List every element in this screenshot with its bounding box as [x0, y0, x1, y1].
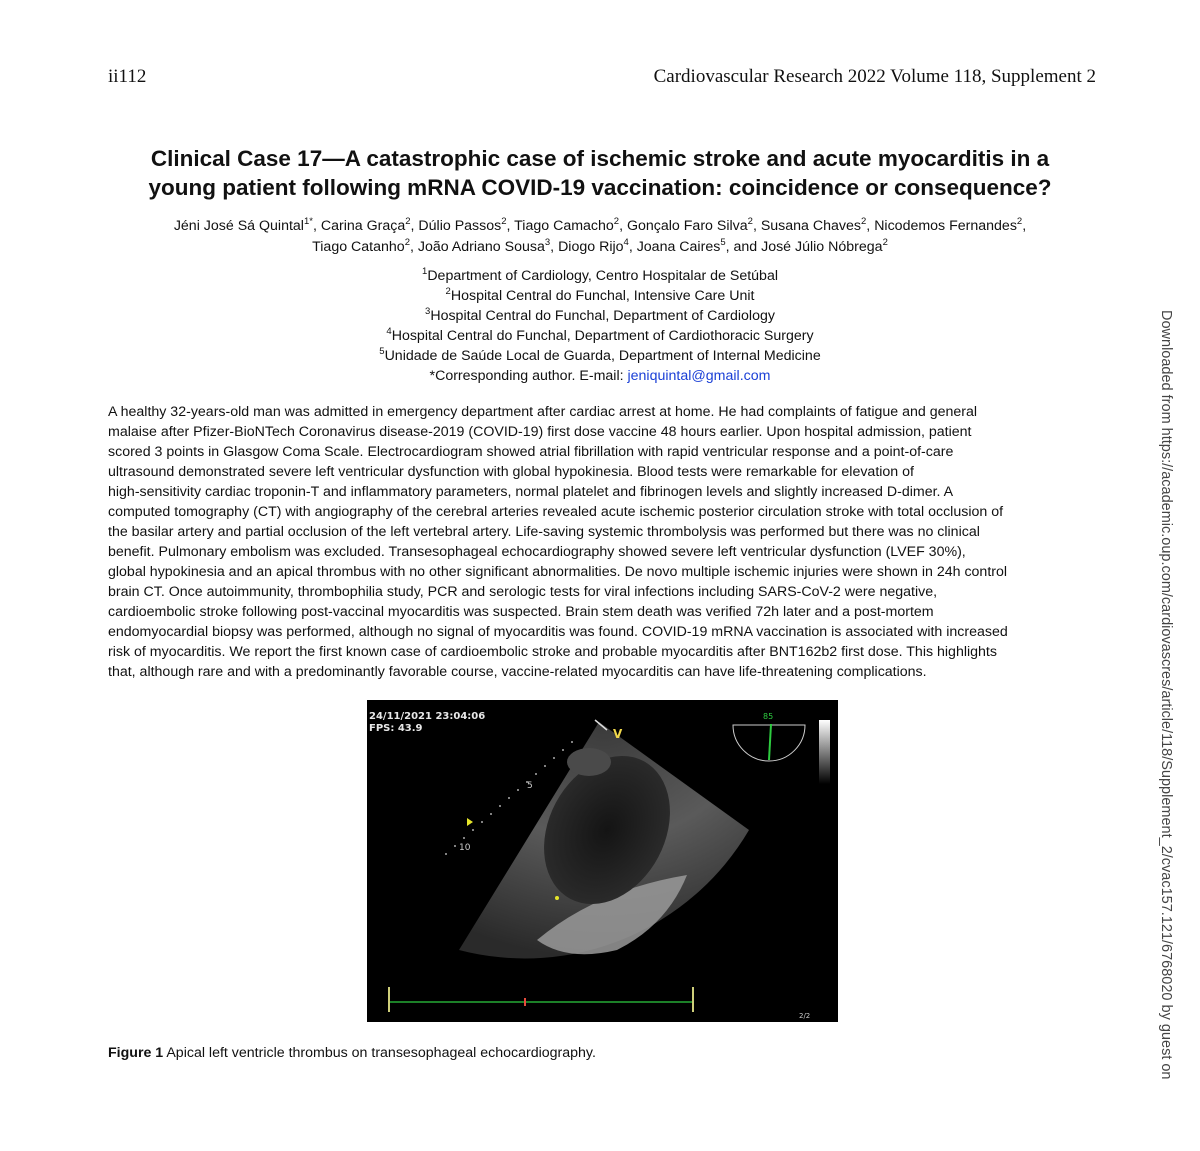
author-separator: , [1022, 218, 1027, 234]
abstract-line: computed tomography (CT) with angiography of the cerebral arteries revealed acute ischemic posterior circulation stroke with total occlusion of [108, 504, 1004, 520]
author-name: Nicodemos Fernandes [874, 218, 1017, 234]
affiliation: $^2$Hospital Central do Funchal, Intensive Care Unit [445, 286, 755, 304]
abstract-line: risk of myocarditis. We report the first known case of cardioembolic stroke and probable myocarditis after BNT162b2 first dose. This highlights [108, 644, 997, 660]
author-list [90, 216, 1110, 258]
abstract-line: brain CT. Once autoimmunity, thrombophilia study, PCR and serologic tests for viral infections including SARS-CoV-2 were negative, [108, 584, 938, 600]
author-separator: , [752, 218, 761, 234]
author-name: Tiago Catanho [312, 239, 405, 255]
author-separator: , [619, 218, 627, 234]
abstract-line: high-sensitivity cardiac troponin-T and inflammatory parameters, normal platelet and fibrinogen levels and slightly increased D-dimer. A [108, 484, 954, 500]
author-name: Dúlio Passos [418, 218, 502, 234]
article-title-line: young patient following mRNA COVID-19 vaccination: coincidence or consequence? [148, 175, 1052, 200]
cursor-marker [555, 896, 559, 900]
abstract-line: the basilar artery and partial occlusion of the left vertebral artery. Life-saving systemic thrombolysis was performed but there was no clinical [108, 524, 980, 540]
author-separator: , [409, 239, 418, 255]
abstract-line: global hypokinesia and an apical thrombus with no other significant abnormalities. De novo multiple ischemic injuries were shown in 24h control [108, 564, 1008, 580]
author-separator: , and [725, 239, 762, 255]
orientation-marker: V [613, 727, 623, 741]
author-separator: , [866, 218, 875, 234]
abstract-body [108, 402, 1102, 682]
affiliation: $^3$Hospital Central do Funchal, Department of Cardiology [425, 306, 775, 324]
abstract-line: that, although rare and with a predominantly favorable course, vaccine-related myocarditis can have life-threatening complications. [108, 664, 927, 680]
angle-value: 85 [763, 712, 774, 721]
author-affiliation-sup: 2 [613, 216, 620, 227]
affiliation: $^5$Unidade de Saúde Local de Guarda, Department of Internal Medicine [379, 346, 821, 364]
email-link[interactable]: jeniquintal@gmail.com [627, 368, 771, 384]
author-affiliation-sup: 2 [405, 216, 411, 227]
figure-label: Figure 1 [108, 1045, 164, 1061]
grayscale-bar [819, 720, 830, 784]
depth-label-5: 5 [527, 781, 533, 791]
depth-label-10: 10 [459, 843, 471, 853]
author-affiliation-sup: 3 [544, 237, 551, 248]
author-affiliation-sup: 4 [623, 237, 629, 248]
page-header-journal: Cardiovascular Research 2022 Volume 118, Supplement 2 [653, 66, 1096, 87]
author-affiliation-sup: 5 [720, 237, 726, 248]
author-name: Joana Caires [636, 239, 721, 255]
author-name: Gonçalo Faro Silva [626, 218, 748, 234]
author-name: Carina Graça [320, 218, 406, 234]
thrombus-region [567, 748, 611, 776]
author-name: Jéni José Sá Quintal [173, 218, 304, 234]
author-affiliation-sup: 2 [882, 237, 888, 248]
abstract-line: benefit. Pulmonary embolism was excluded. Transesophageal echocardiography showed severe left ventricular dysfunction (LVEF 30%), [108, 544, 966, 560]
affiliation: $^1$Department of Cardiology, Centro Hospitalar de Setúbal [422, 266, 778, 284]
author-name: Susana Chaves [760, 218, 861, 234]
figure-caption-text: Apical left ventricle thrombus on transesophageal echocardiography. [163, 1045, 596, 1061]
author-affiliation-sup: 2 [501, 216, 507, 227]
abstract-line: endomyocardial biopsy was performed, although no signal of myocarditis was found. COVID-19 mRNA vaccination is associated with increased [108, 624, 1008, 640]
echo-image [367, 700, 838, 1022]
article-title [100, 144, 1100, 202]
author-affiliation-sup: 2 [1016, 216, 1023, 227]
article-title-line: Clinical Case 17—A catastrophic case of ischemic stroke and acute myocarditis in a [150, 146, 1050, 171]
author-affiliation-sup: 2 [861, 216, 867, 227]
echo-fps: FPS: 43.9 [369, 723, 423, 734]
page-header-left: ii112 [108, 66, 147, 87]
author-name: João Adriano Sousa [417, 239, 545, 255]
echocardiography-figure [367, 700, 838, 1022]
corresponding-author: *Corresponding author. E-mail: jeniquintal@gmail.com [429, 368, 771, 384]
author-separator: , [628, 239, 637, 255]
author-name: Tiago Camacho [514, 218, 614, 234]
echo-timestamp: 24/11/2021 23:04:06 [369, 711, 486, 722]
abstract-line: malaise after Pfizer-BioNTech Coronavirus disease-2019 (COVID-19) first dose vaccine 48 hours earlier. Upon hospital admission, patient [108, 424, 972, 440]
affiliation: $^4$Hospital Central do Funchal, Department of Cardiothoracic Surgery [386, 326, 814, 344]
author-affiliation-sup: 2 [404, 237, 410, 248]
author-affiliation-sup: 1* [303, 216, 313, 227]
author-separator: , [410, 218, 419, 234]
author-separator: , [550, 239, 559, 255]
author-separator: , [506, 218, 515, 234]
affiliation-list [200, 266, 1000, 386]
download-watermark: Downloaded from https://academic.oup.com/cardiovascres/article/118/Supplement_2/cvac157.121/6768020 by guest on [1158, 310, 1174, 1080]
abstract-line: scored 3 points in Glasgow Coma Scale. Electrocardiogram showed atrial fibrillation with rapid ventricular response and a point-of-care [108, 444, 954, 460]
author-name: Diogo Rijo [558, 239, 624, 255]
frame-counter: 2/2 [799, 1012, 811, 1020]
author-affiliation-sup: 2 [747, 216, 753, 227]
author-separator: , [312, 218, 321, 234]
abstract-line: A healthy 32-years-old man was admitted in emergency department after cardiac arrest at home. He had complaints of fatigue and general [108, 404, 978, 420]
abstract-line: ultrasound demonstrated severe left ventricular dysfunction with global hypokinesia. Blood tests were remarkable for elevation of [108, 464, 914, 480]
abstract-line: cardioembolic stroke following post-vaccinal myocarditis was suspected. Brain stem death was verified 72h later and a post-mortem [108, 604, 934, 620]
figure-caption [108, 1043, 596, 1063]
author-name: José Júlio Nóbrega [761, 239, 883, 255]
